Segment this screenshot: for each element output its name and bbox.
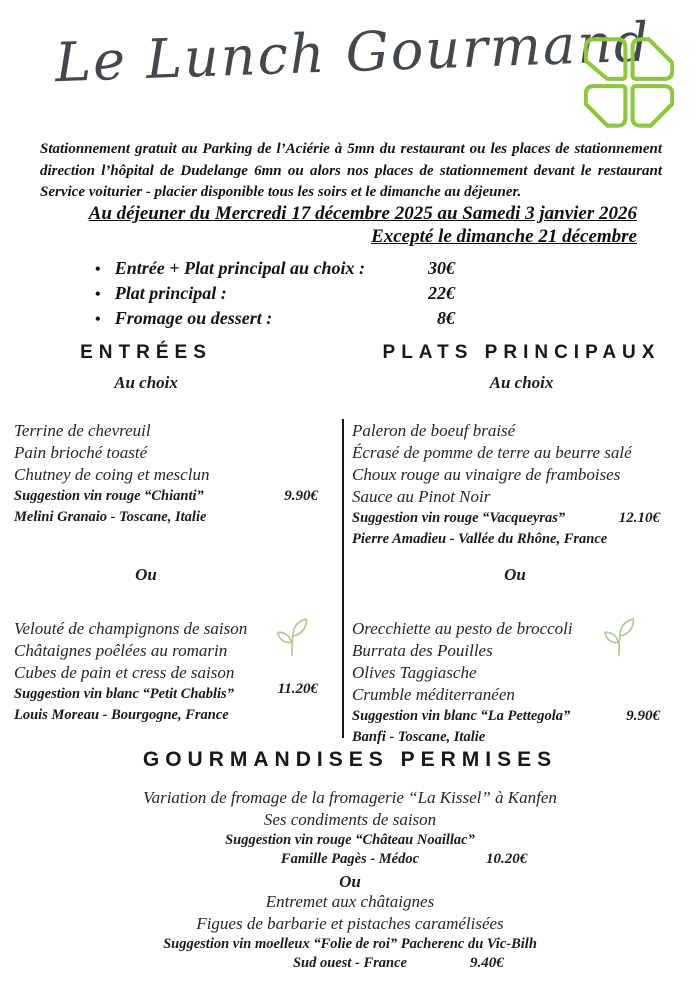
dish: Pain brioché toasté <box>14 443 148 462</box>
wine-suggestion: Suggestion vin rouge “Chianti” <box>14 488 204 504</box>
plats-or-separator: Ou <box>504 565 526 584</box>
wine-producer: Louis Moreau - Bourgogne, France <box>14 706 229 723</box>
wine-price: 9.90€ <box>626 708 660 724</box>
wine-suggestion: Suggestion vin blanc “Petit Chablis” <box>14 686 234 702</box>
wine-suggestion: Suggestion vin rouge “Château Noaillac” <box>225 832 475 848</box>
dish: Paleron de boeuf braisé <box>352 421 516 440</box>
plats-header <box>345 342 698 393</box>
gourmandises-or-separator: Ou <box>339 872 361 891</box>
entrees-or-separator: Ou <box>135 565 157 584</box>
wine-producer: Famille Pagès - Médoc <box>280 850 420 867</box>
entrees-title: ENTRÉES <box>80 342 212 363</box>
dish: Châtaignes poêlées au romarin <box>14 641 228 660</box>
wine-producer: Melini Granaio - Toscane, Italie <box>14 508 207 525</box>
dish: Orecchiette au pesto de broccoli <box>352 619 573 638</box>
validity-exception: Excepté le dimanche 21 décembre <box>371 226 637 247</box>
dish: Ses condiments de saison <box>263 810 437 829</box>
dish: Variation de fromage de la fromagerie “La Kissel” à Kanfen <box>143 788 557 807</box>
parking-info <box>40 139 662 204</box>
wine-producer-row <box>0 954 700 973</box>
plats-option-2 <box>352 618 692 747</box>
restaurant-title: Le Lunch Gourmand <box>54 10 652 95</box>
entrees-subtitle: Au choix <box>114 373 178 392</box>
wine-suggestion: Suggestion vin rouge “Vacqueyras” <box>352 510 566 526</box>
dish: Terrine de chevreuil <box>14 421 151 440</box>
validity-range: Au déjeuner du Mercredi 17 décembre 2025 au Samedi 3 janvier 2026 <box>88 203 637 224</box>
plats-option-1 <box>352 420 692 549</box>
gourmandises-option-1 <box>0 787 700 868</box>
price-row <box>95 308 455 333</box>
price-label: Entrée + Plat principal au choix : <box>114 258 366 278</box>
dish: Velouté de champignons de saison <box>14 619 248 638</box>
wine-suggestion: Suggestion vin moelleux “Folie de roi” Pacherenc du Vic-Bilh <box>163 936 537 952</box>
bullet-icon: • <box>95 286 101 303</box>
wine-price: 9.40€ <box>470 954 504 971</box>
vegetarian-leaf-icon <box>603 618 637 656</box>
dish: Écrasé de pomme de terre au beurre salé <box>352 443 632 462</box>
dish: Choux rouge au vinaigre de framboises <box>352 465 621 484</box>
wine-price: 10.20€ <box>486 850 528 867</box>
plats-subtitle: Au choix <box>489 373 554 392</box>
parking-info-line: Stationnement gratuit au Parking de l’Aciérie à 5mn du restaurant ou les places de stationnement <box>40 141 662 157</box>
wine-price: 9.90€ <box>284 488 318 504</box>
price-label: Fromage ou dessert : <box>114 308 273 328</box>
plats-title: PLATS PRINCIPAUX <box>382 342 661 363</box>
clover-leaves <box>586 39 672 125</box>
dish: Figues de barbarie et pistaches caramélisées <box>196 914 504 933</box>
bullet-icon: • <box>95 311 101 328</box>
wine-price: 12.10€ <box>618 510 660 526</box>
wine-price: 11.20€ <box>277 681 318 697</box>
validity-dates <box>60 202 637 248</box>
price-value: 22€ <box>428 283 455 303</box>
vegetarian-leaf-icon <box>276 618 310 656</box>
gourmandises-title: GOURMANDISES PERMISES <box>142 748 558 771</box>
price-label: Plat principal : <box>114 283 227 303</box>
price-value: 30€ <box>428 258 455 278</box>
dish: Chutney de coing et mesclun <box>14 465 210 484</box>
price-row <box>95 258 455 283</box>
dish: Entremet aux châtaignes <box>265 892 435 911</box>
wine-suggestion: Suggestion vin blanc “La Pettegola” <box>352 708 571 724</box>
wine-producer-row <box>0 850 700 869</box>
price-row <box>95 283 455 308</box>
bullet-icon: • <box>95 261 101 278</box>
price-list <box>95 258 455 333</box>
entrees-option-2 <box>14 618 330 725</box>
wine-producer: Sud ouest - France <box>292 954 407 971</box>
entrees-option-1 <box>14 420 330 527</box>
dish: Crumble méditerranéen <box>352 685 515 704</box>
parking-info-line: direction l’hôpital de Dudelange 6mn ou alors nos places de stationnement devant le restaurant <box>40 162 662 179</box>
entrees-header <box>0 342 292 393</box>
dish: Sauce au Pinot Noir <box>352 487 491 506</box>
price-value: 8€ <box>437 308 455 328</box>
column-divider <box>342 419 344 738</box>
wine-producer: Pierre Amadieu - Vallée du Rhône, France <box>352 530 608 547</box>
gourmandises-option-2 <box>0 891 700 972</box>
dish: Cubes de pain et cress de saison <box>14 663 235 682</box>
wine-producer: Banfi - Toscane, Italie <box>352 728 486 745</box>
clover-logo-icon <box>584 36 674 129</box>
dish: Olives Taggiasche <box>352 663 477 682</box>
parking-info-line: Service voiturier - placier disponible tous les soirs et le dimanche au déjeuner. <box>40 184 522 200</box>
dish: Burrata des Pouilles <box>352 641 493 660</box>
